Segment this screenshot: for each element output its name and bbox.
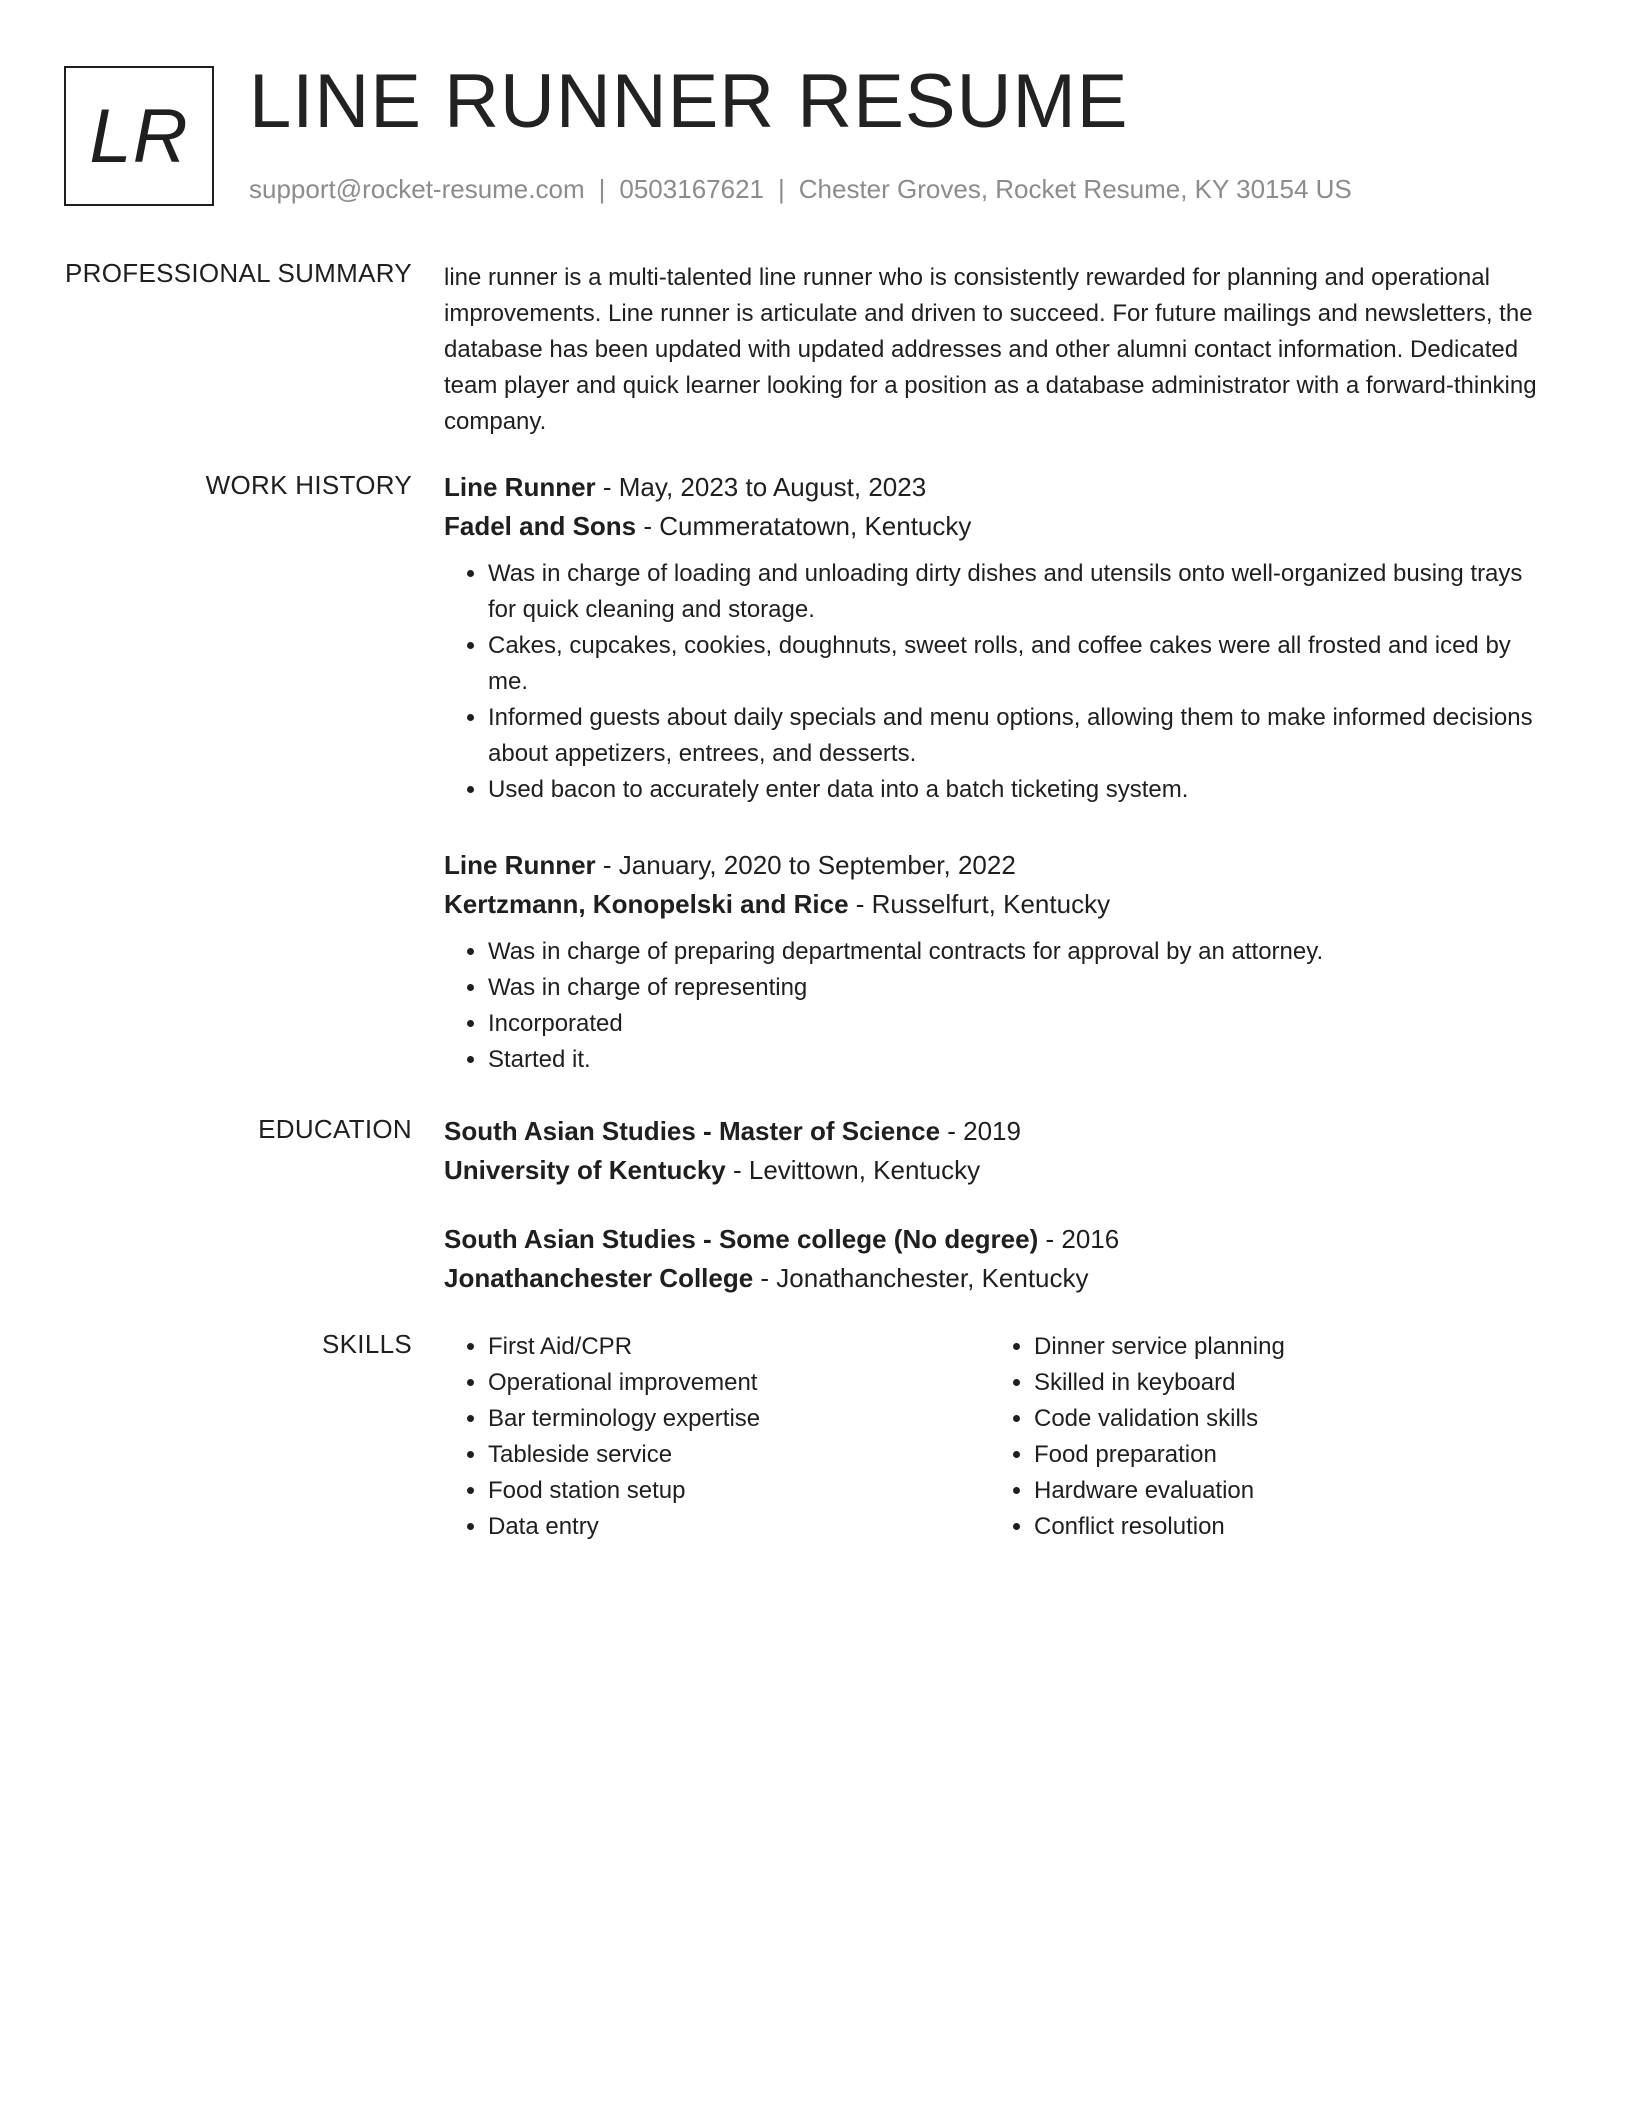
education-entry [444, 1220, 1556, 1298]
education-degree: South Asian Studies - Master of Science [444, 1116, 941, 1146]
job-bullet: • Cakes, cupcakes, cookies, doughnuts, sweet rolls, and coffee cakes were all frosted and iced by me. [488, 628, 1556, 700]
job-company-line [444, 507, 1556, 546]
section-label-summary: PROFESSIONAL SUMMARY [65, 258, 412, 288]
job-bullet: • Was in charge of loading and unloading dirty dishes and utensils onto well-organized busing trays for quick cleaning and storage. [488, 556, 1556, 628]
section-label-education: EDUCATION [258, 1114, 412, 1144]
job-dates: - January, 2020 to September, 2022 [595, 850, 1016, 880]
contact-line [249, 174, 1352, 205]
section-label-skills: SKILLS [322, 1329, 412, 1359]
job-bullet: • Was in charge of representing [488, 970, 1556, 1006]
education-body [444, 1112, 1556, 1298]
contact-separator: | [778, 174, 785, 204]
contact-email[interactable]: support@rocket-resume.com [249, 174, 585, 204]
skill-item: • Skilled in keyboard [1034, 1365, 1536, 1401]
section-label-work-history: WORK HISTORY [205, 470, 412, 500]
education-school: University of Kentucky [444, 1155, 726, 1185]
skill-item: • Tableside service [488, 1437, 990, 1473]
job-company: Fadel and Sons [444, 511, 637, 541]
contact-address: Chester Groves, Rocket Resume, KY 30154 US [798, 174, 1352, 204]
skill-item: • Hardware evaluation [1034, 1473, 1536, 1509]
job-title: Line Runner [444, 472, 596, 502]
job-bullet: • Informed guests about daily specials and menu options, allowing them to make informed decisions about appetizers, entrees, and desserts. [488, 700, 1556, 772]
job-location: - Russelfurt, Kentucky [848, 889, 1111, 919]
education-location: - Jonathanchester, Kentucky [753, 1263, 1089, 1293]
job-entry [444, 468, 1556, 808]
skills-list-left [444, 1329, 990, 1545]
work-history-body [444, 468, 1556, 1078]
skill-item: • Food preparation [1034, 1437, 1536, 1473]
skill-item: • Bar terminology expertise [488, 1401, 990, 1437]
education-degree: South Asian Studies - Some college (No degree) [444, 1224, 1039, 1254]
job-title: Line Runner [444, 850, 596, 880]
job-bullet: • Was in charge of preparing departmental contracts for approval by an attorney. [488, 934, 1556, 970]
education-degree-line [444, 1220, 1556, 1259]
resume-title: LINE RUNNER RESUME [249, 59, 1129, 144]
job-location: - Cummeratatown, Kentucky [636, 511, 972, 541]
contact-separator: | [598, 174, 606, 204]
education-school: Jonathanchester College [444, 1263, 754, 1293]
skill-item: • Food station setup [488, 1473, 990, 1509]
job-title-line [444, 468, 1556, 507]
job-bullet: • Incorporated [488, 1006, 1556, 1042]
resume-header [64, 59, 1564, 212]
education-school-line [444, 1151, 1556, 1190]
skill-item: • Dinner service planning [1034, 1329, 1536, 1365]
summary-body [444, 260, 1556, 440]
education-location: - Levittown, Kentucky [725, 1155, 981, 1185]
job-dates: - May, 2023 to August, 2023 [595, 472, 927, 502]
contact-phone[interactable]: 0503167621 [619, 174, 764, 204]
education-entry [444, 1112, 1556, 1190]
skills-column-right [990, 1329, 1536, 1545]
skills-list-right [990, 1329, 1536, 1545]
job-entry [444, 846, 1556, 1078]
job-title-line [444, 846, 1556, 885]
education-year: - 2016 [1038, 1224, 1120, 1254]
job-bullet: • Used bacon to accurately enter data into a batch ticketing system. [488, 772, 1556, 808]
job-company-line [444, 885, 1556, 924]
summary-text: line runner is a multi-talented line runner who is consistently rewarded for planning and operational improvements. Line runner is articulate and driven to succeed. For future mailings and newsletters, the database has been updated with updated addresses and other alumni contact information. Dedicated team player and quick learner looking for a position as a database administrator with a forward-thinking company. [444, 264, 1537, 435]
monogram-logo: LR [64, 66, 214, 206]
skills-columns [444, 1329, 1556, 1545]
job-bullets [444, 556, 1556, 808]
education-degree-line [444, 1112, 1556, 1151]
job-bullet: • Started it. [488, 1042, 1556, 1078]
job-company: Kertzmann, Konopelski and Rice [444, 889, 849, 919]
education-year: - 2019 [940, 1116, 1021, 1146]
skill-item: • Data entry [488, 1509, 990, 1545]
education-school-line [444, 1259, 1556, 1298]
job-bullets [444, 934, 1556, 1078]
skill-item: • Operational improvement [488, 1365, 990, 1401]
skill-item: • Code validation skills [1034, 1401, 1536, 1437]
skills-body [444, 1329, 1556, 1545]
skill-item: • Conflict resolution [1034, 1509, 1536, 1545]
skills-column-left [444, 1329, 990, 1545]
skill-item: • First Aid/CPR [488, 1329, 990, 1365]
